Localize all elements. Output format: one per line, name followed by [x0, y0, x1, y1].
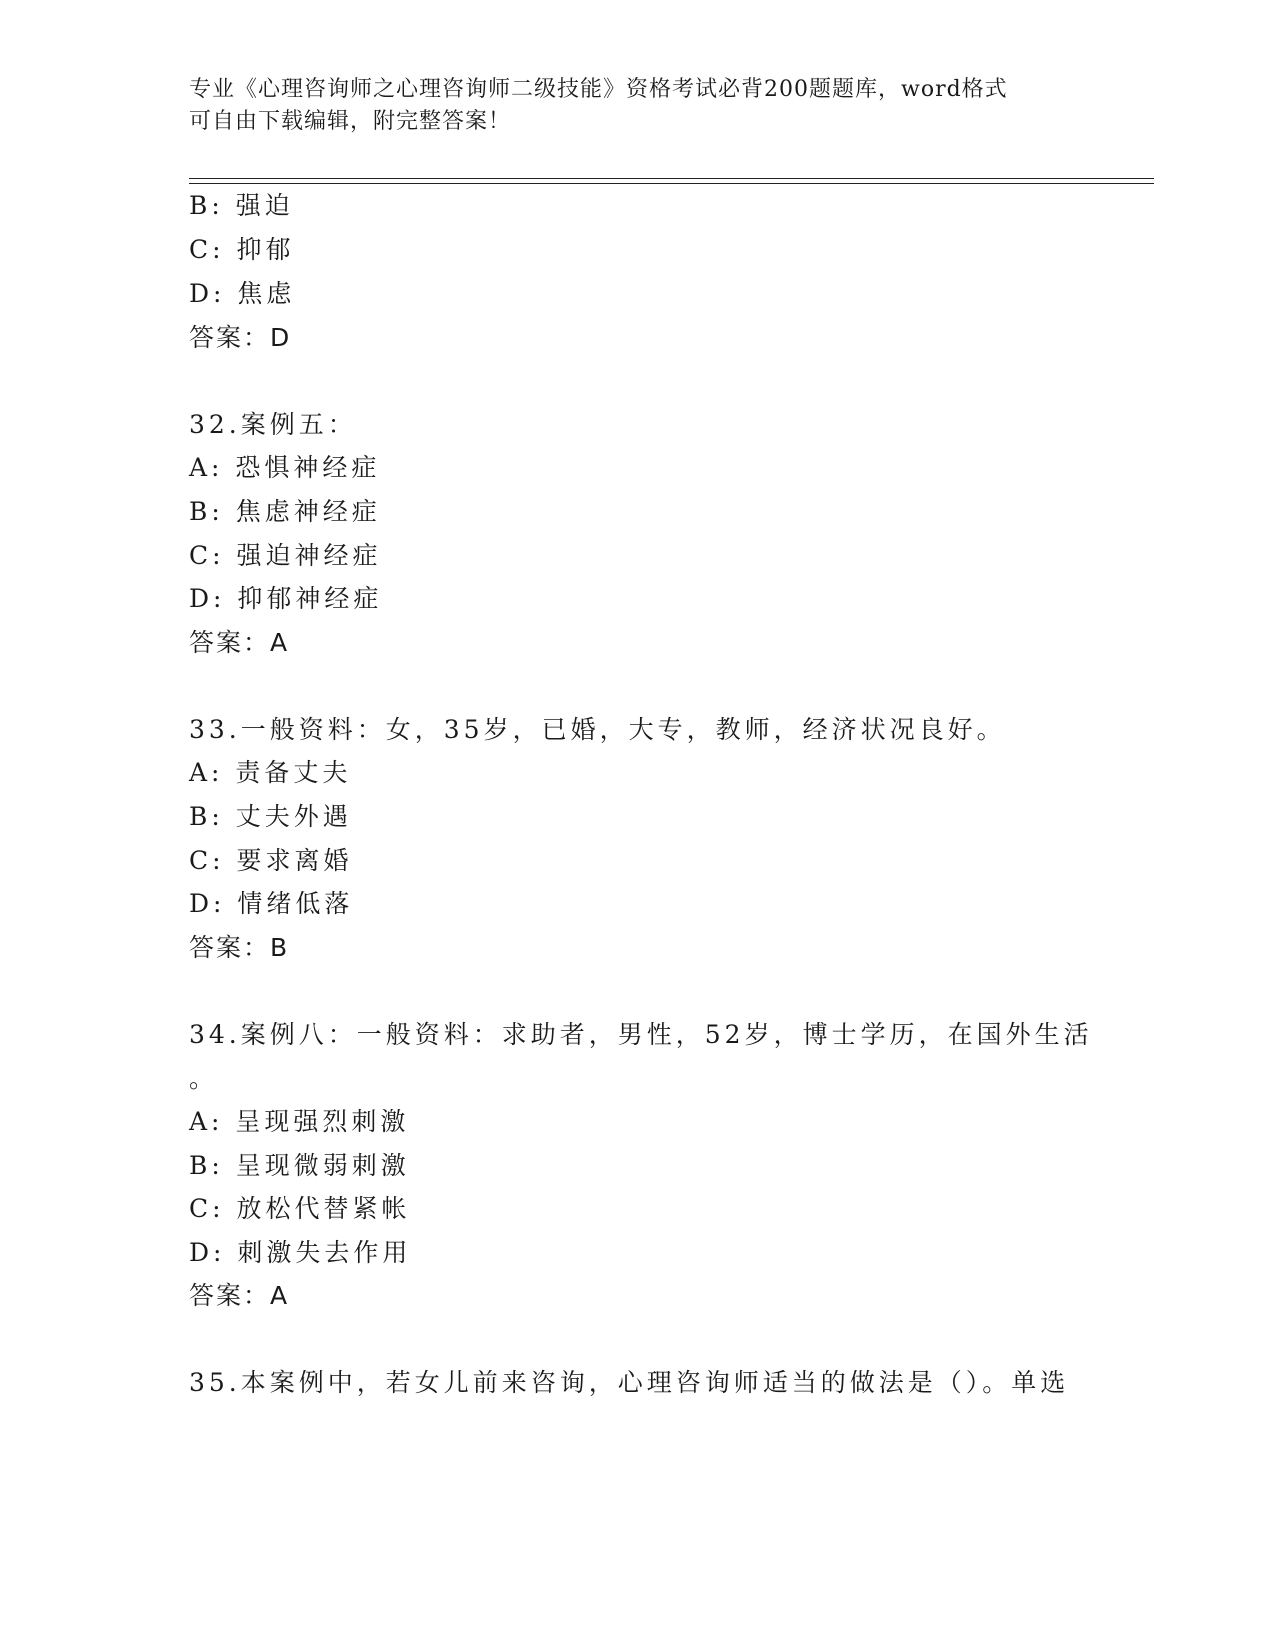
- option-c: C: 放松代替紧帐: [189, 1194, 411, 1223]
- question-34-stem-continued: 。: [189, 1064, 219, 1093]
- answer-line: 答案：A: [189, 628, 290, 657]
- question-32-stem: 32.案例五：: [189, 410, 357, 439]
- option-d: D: 抑郁神经症: [189, 584, 383, 613]
- option-a: A: 责备丈夫: [189, 758, 352, 787]
- answer-line: 答案：A: [189, 1281, 290, 1310]
- option-c: C: 抑郁: [189, 235, 295, 264]
- header-divider-bottom: [189, 183, 1154, 184]
- option-b: B: 焦虑神经症: [189, 497, 381, 526]
- option-d: D: 情绪低落: [189, 889, 354, 918]
- option-a: A: 呈现强烈刺激: [189, 1107, 410, 1136]
- header-line-2: 可自由下载编辑，附完整答案！: [189, 109, 512, 134]
- option-a: A: 恐惧神经症: [189, 453, 381, 482]
- question-34-stem: 34.案例八：一般资料：求助者，男性，52岁，博士学历，在国外生活: [189, 1020, 1093, 1049]
- question-33-stem: 33.一般资料：女，35岁，已婚，大专，教师，经济状况良好。: [189, 715, 1006, 744]
- question-35-stem: 35.本案例中，若女儿前来咨询，心理咨询师适当的做法是（）。单选: [189, 1368, 1070, 1397]
- option-b: B: 丈夫外遇: [189, 802, 352, 831]
- option-c: C: 强迫神经症: [189, 541, 382, 570]
- option-b: B: 强迫: [189, 191, 294, 220]
- answer-line: 答案：D: [189, 323, 292, 352]
- answer-line: 答案：B: [189, 933, 290, 962]
- option-d: D: 焦虑: [189, 279, 296, 308]
- header-divider-top: [189, 178, 1154, 179]
- option-b: B: 呈现微弱刺激: [189, 1151, 410, 1180]
- option-c: C: 要求离婚: [189, 846, 353, 875]
- document-header: [189, 74, 1089, 138]
- option-d: D: 刺激失去作用: [189, 1238, 412, 1267]
- header-line-1: 专业《心理咨询师之心理咨询师二级技能》资格考试必背200题题库，word格式: [189, 77, 1008, 102]
